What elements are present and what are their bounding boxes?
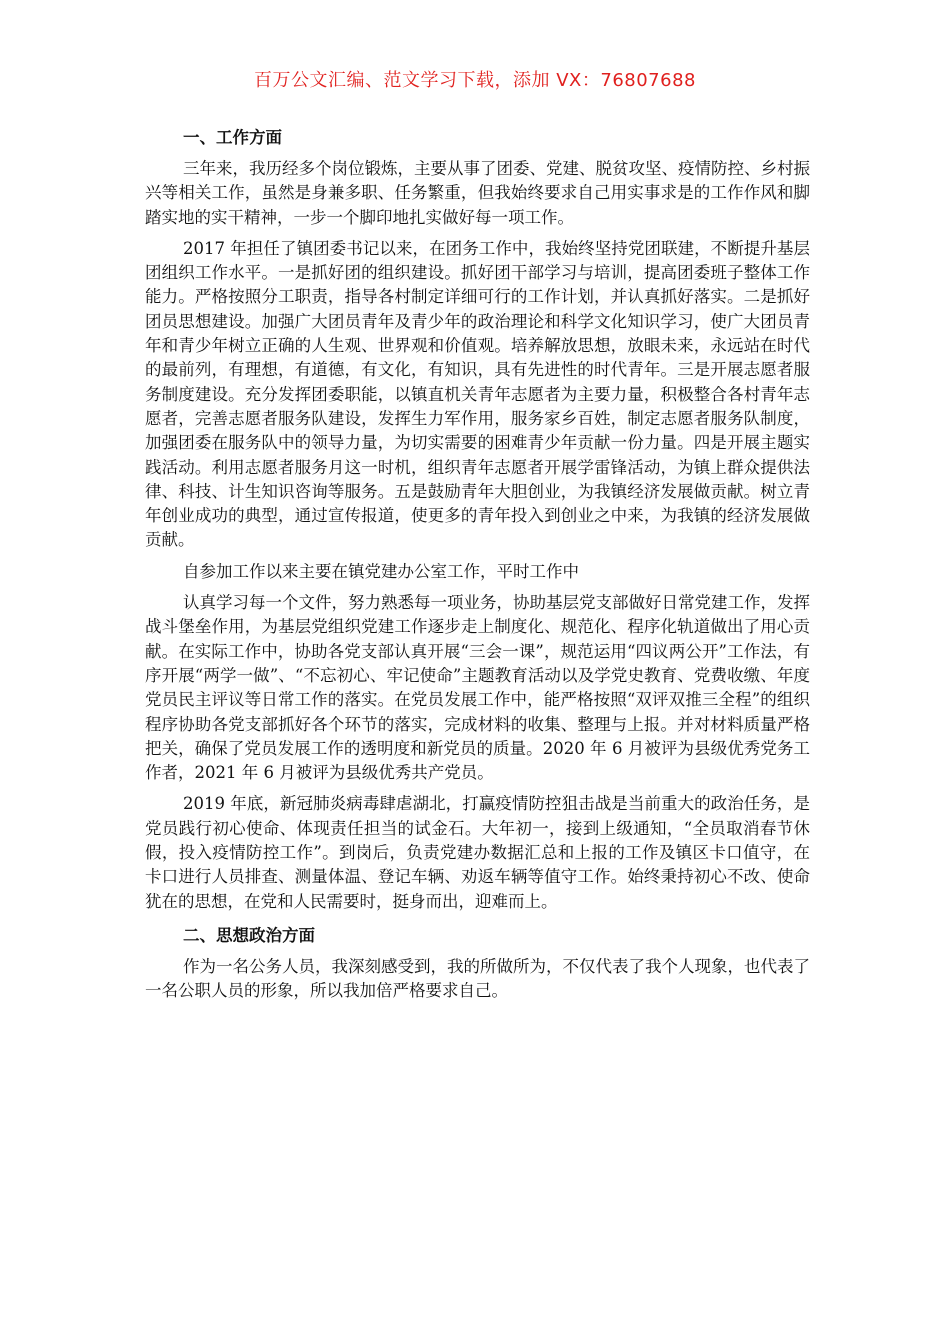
paragraph: 2019 年底，新冠肺炎病毒肆虐湖北，打赢疫情防控狙击战是当前重大的政治任务，是党员践行初心使命、体现责任担当的试金石。大年初一，接到上级通知，“全员取消春节休假，投入疫情防控工作”。到岗后，负责党建办数据汇总和上报的工作及镇区卡口值守，在卡口进行人员排查、测量体温、登记车辆、劝返车辆等值守工作。始终秉持初心不改、使命犹在的思想，在党和人民需要时，挺身而出，迎难而上。 <box>145 794 810 911</box>
paragraph: 三年来，我历经多个岗位锻炼，主要从事了团委、党建、脱贫攻坚、疫情防控、乡村振兴等相关工作，虽然是身兼多职、任务繁重，但我始终要求自己用实事求是的工作作风和脚踏实地的实干精神，一步一个脚印地扎实做好每一项工作。 <box>145 159 810 227</box>
document-body <box>145 124 810 1011</box>
section-heading-work: 一、工作方面 <box>183 128 282 147</box>
watermark-banner: 百万公文汇编、范文学习下载，添加 VX：76807688 <box>254 70 696 91</box>
paragraph: 2017 年担任了镇团委书记以来，在团务工作中，我始终坚持党团联建，不断提升基层团组织工作水平。一是抓好团的组织建设。抓好团干部学习与培训，提高团委班子整体工作能力。严格按照分工职责，指导各村制定详细可行的工作计划，并认真抓好落实。二是抓好团员思想建设。加强广大团员青年及青少年的政治理论和科学文化知识学习，使广大团员青年和青少年树立正确的人生观、世界观和价值观。培养解放思想，放眼未来，永远站在时代的最前列，有理想，有道德，有文化，有知识，具有先进性的时代青年。三是开展志愿者服务制度建设。充分发挥团委职能，以镇直机关青年志愿者为主要力量，积极整合各村青年志愿者，完善志愿者服务队建设，发挥生力军作用，服务家乡百姓，制定志愿者服务队制度，加强团委在服务队中的领导力量，为切实需要的困难青少年贡献一份力量。四是开展主题实践活动。利用志愿者服务月这一时机，组织青年志愿者开展学雷锋活动，为镇上群众提供法律、科技、计生知识咨询等服务。五是鼓励青年大胆创业，为我镇经济发展做贡献。树立青年创业成功的典型，通过宣传报道，使更多的青年投入到创业之中来，为我镇的经济发展做贡献。 <box>145 238 810 550</box>
paragraph: 认真学习每一个文件，努力熟悉每一项业务，协助基层党支部做好日常党建工作，发挥战斗堡垒作用，为基层党组织党建工作逐步走上制度化、规范化、程序化轨道做出了用心贡献。在实际工作中，协助各党支部认真开展“三会一课”，规范运用“四议两公开”工作法，有序开展“两学一做”、“不忘初心、牢记使命”主题教育活动以及学党史教育、党费收缴、年度党员民主评议等日常工作的落实。在党员发展工作中，能严格按照“双评双推三全程”的组织程序协助各党支部抓好各个环节的落实，完成材料的收集、整理与上报。并对材料质量严格把关，确保了党员发展工作的透明度和新党员的质量。2020 年 6 月被评为县级优秀党务工作者，2021 年 6 月被评为县级优秀共产党员。 <box>145 593 810 783</box>
paragraph: 自参加工作以来主要在镇党建办公室工作，平时工作中 <box>183 561 579 581</box>
paragraph: 作为一名公务人员，我深刻感受到，我的所做所为，不仅代表了我个人现象，也代表了一名公职人员的形象，所以我加倍严格要求自己。 <box>145 956 810 1001</box>
section-heading-ideology: 二、思想政治方面 <box>183 925 315 945</box>
